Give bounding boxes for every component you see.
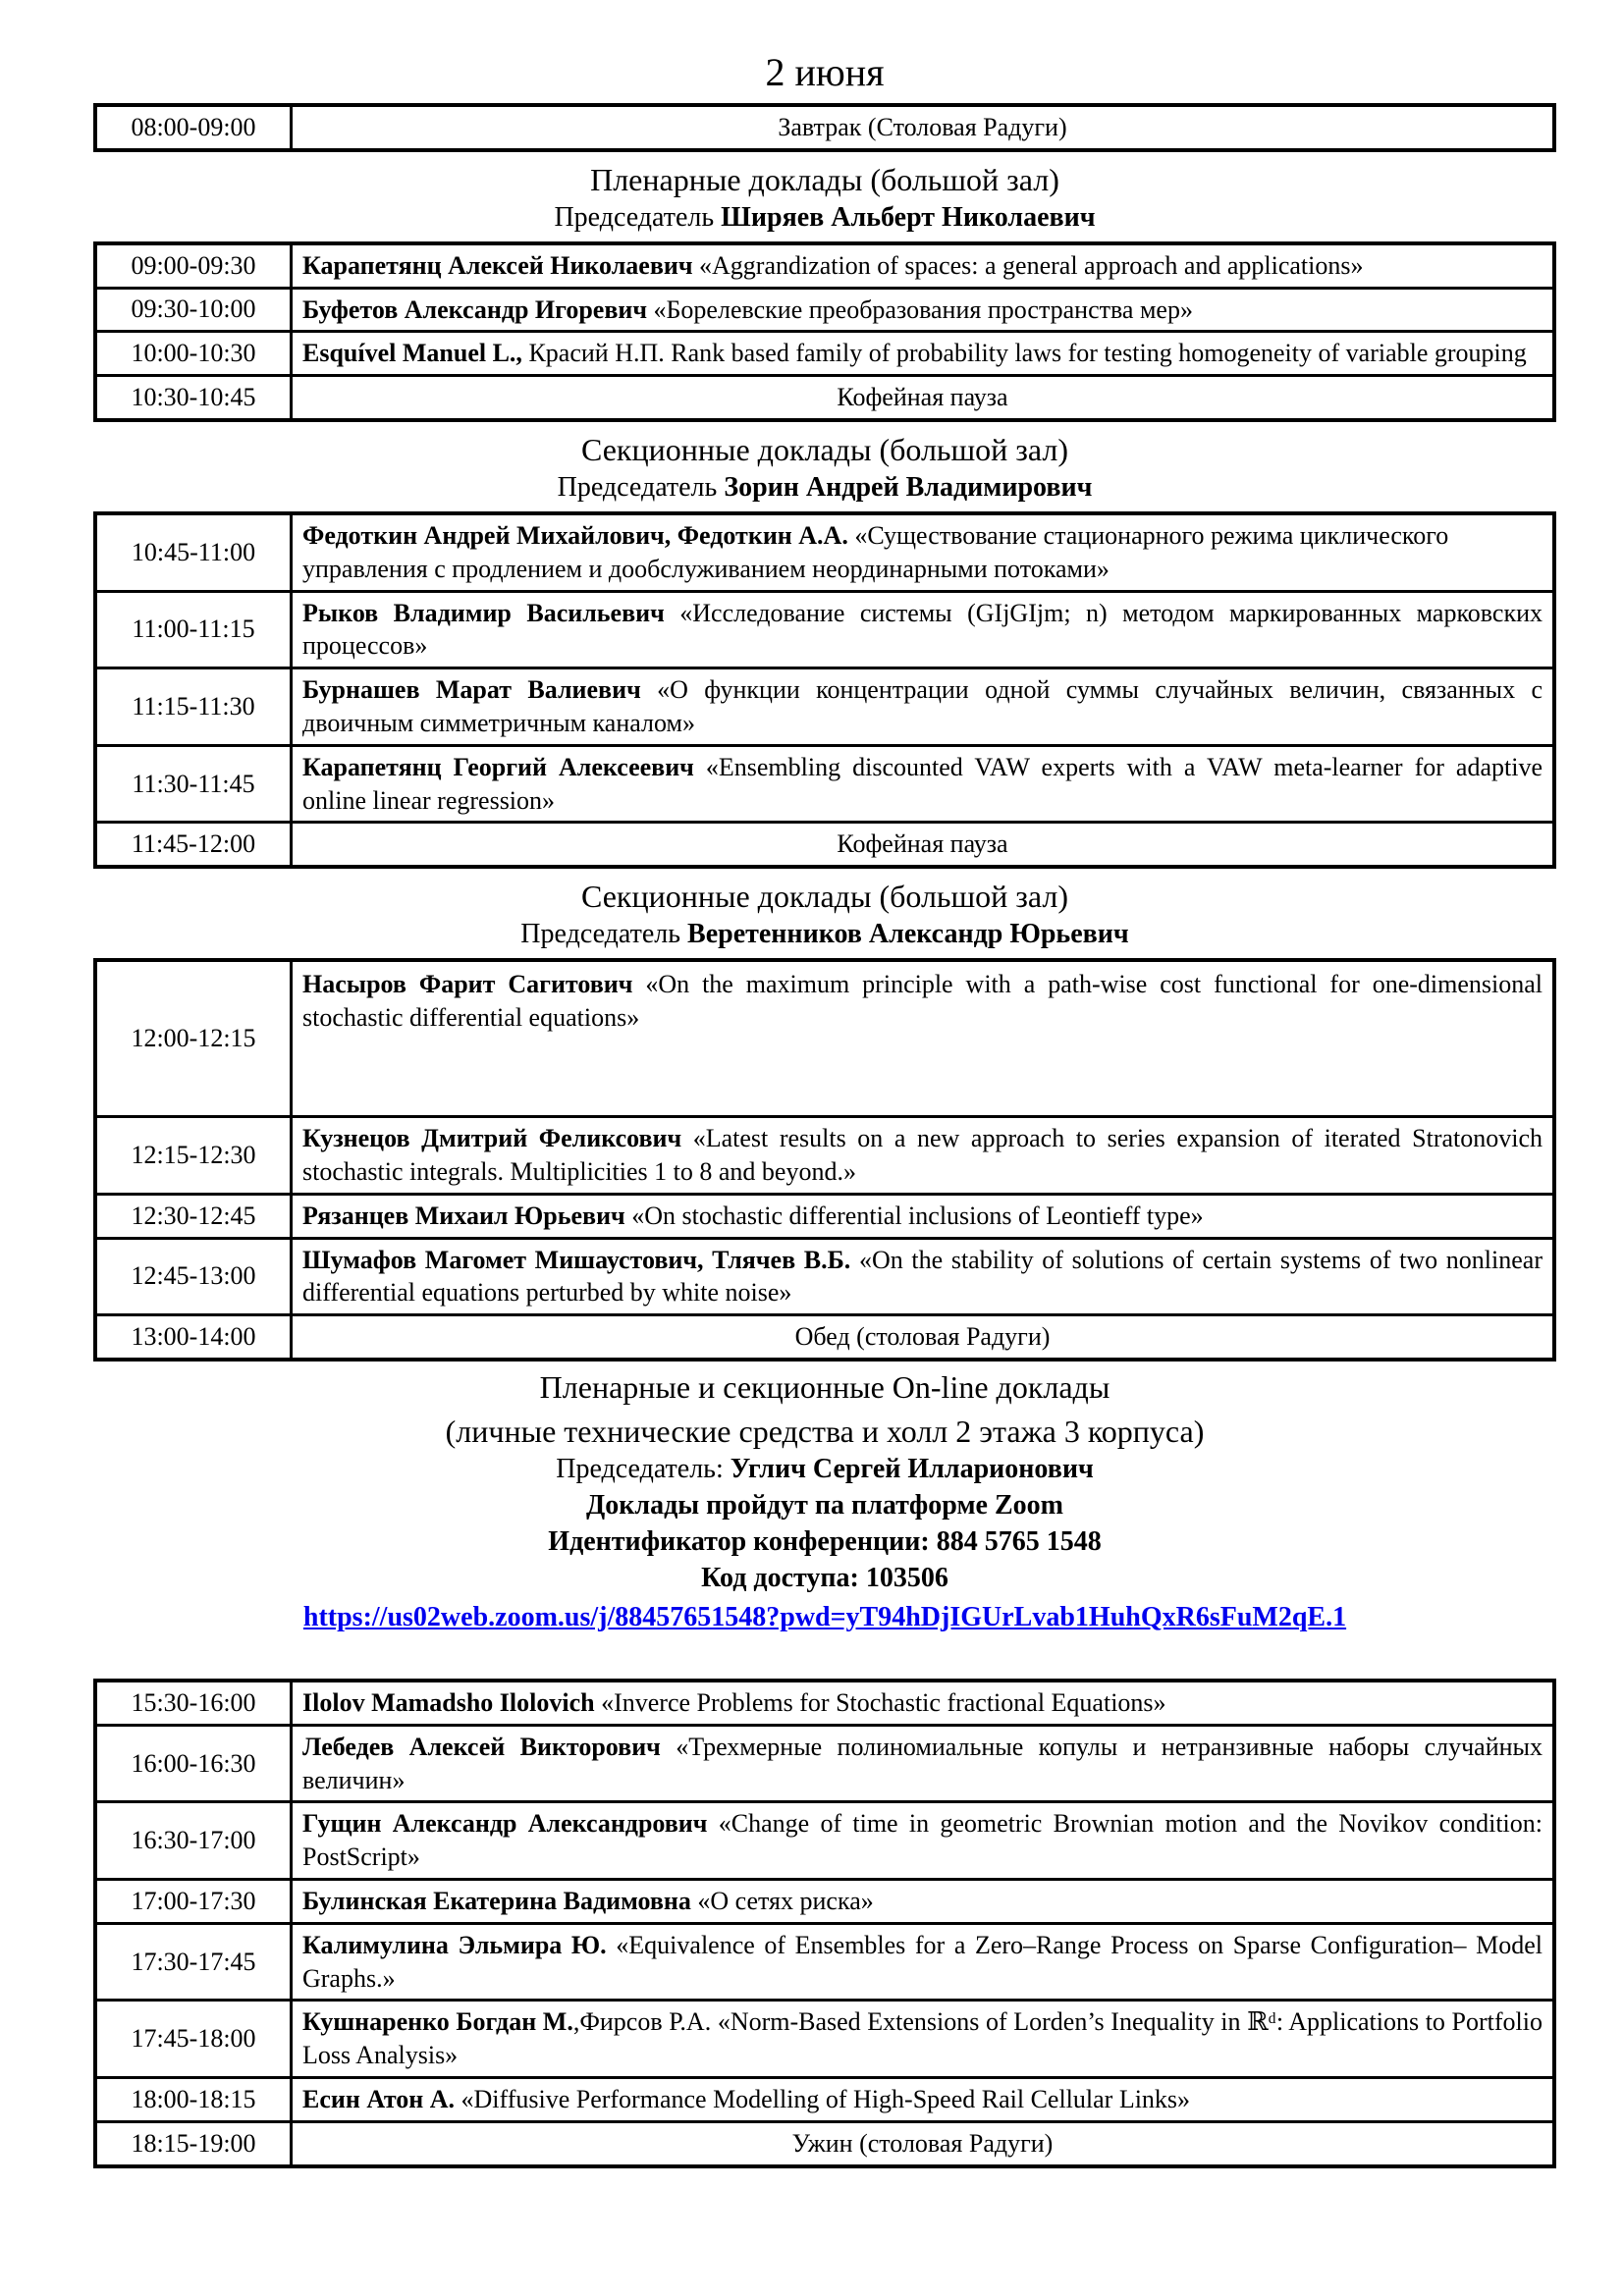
time-cell: 09:00-09:30 [95, 243, 292, 288]
table-row [95, 1194, 1554, 1238]
table-row [95, 2077, 1554, 2121]
talk-cell [292, 591, 1555, 668]
time-cell: 17:45-18:00 [95, 2001, 292, 2078]
speaker-name: Рязанцев Михаил Юрьевич [302, 1201, 625, 1230]
section-heading-1: Секционные доклады (большой зал) [580, 431, 1069, 467]
table-row [95, 668, 1554, 746]
speaker-name: Насыров Фарит Сагитович [302, 970, 633, 999]
table-row [95, 105, 1554, 150]
talk-title: «Существование стационарного режима циклического управления с продлением и дообслуживанием неординарными потоками» [302, 520, 1449, 583]
breakfast-table [93, 103, 1556, 152]
talk-cell [292, 745, 1555, 823]
table-row [95, 745, 1554, 823]
table-row [95, 513, 1554, 591]
event-label: Обед (столовая Радуги) [292, 1315, 1555, 1360]
talk-cell [292, 513, 1555, 591]
speaker-name: Кушнаренко Богдан М. [302, 2007, 573, 2037]
time-cell: 08:00-09:00 [95, 105, 292, 150]
talk-cell [292, 668, 1555, 746]
table-row [95, 1879, 1554, 1923]
chair-name: Ширяев Альберт Николаевич [721, 201, 1096, 233]
time-cell: 17:00-17:30 [95, 1879, 292, 1923]
speaker-name: Ilolov Mamadsho Ilolovich [302, 1687, 595, 1717]
chair-line [93, 1454, 1556, 1485]
chair-name: Зорин Андрей Владимирович [724, 471, 1093, 503]
talk-title: «Трехмерные полиномиальные копулы и нетранзивные наборы случайных величин» [302, 1732, 1543, 1794]
speaker-name: Лебедев Алексей Викторович [302, 1732, 661, 1761]
time-cell: 12:45-13:00 [95, 1238, 292, 1315]
talk-cell [292, 332, 1555, 376]
table-row [95, 332, 1554, 376]
time-cell: 11:15-11:30 [95, 668, 292, 746]
talk-cell [292, 960, 1555, 1117]
table-row [95, 2001, 1554, 2078]
talk-cell [292, 1725, 1555, 1802]
speaker-name: Esquível Manuel L., [302, 339, 522, 368]
table-row [95, 1923, 1554, 2001]
section-table-2 [93, 958, 1556, 1362]
talk-title: «Aggrandization of spaces: a general approach and applications» [692, 250, 1364, 280]
time-cell: 18:00-18:15 [95, 2077, 292, 2121]
table-row [95, 591, 1554, 668]
talk-title: «Исследование системы (GIjGIjm; n) методом маркированных марковских процессов» [302, 598, 1543, 661]
speaker-name: Есин Атон А. [302, 2084, 456, 2113]
chair-label: Председатель [520, 919, 688, 950]
platform-line: Доклады пройдут па платформе Zoom [586, 1489, 1063, 1521]
event-label: Завтрак (Столовая Радуги) [292, 105, 1555, 150]
time-cell: 10:00-10:30 [95, 332, 292, 376]
time-cell: 16:30-17:00 [95, 1802, 292, 1880]
event-label: Кофейная пауза [292, 376, 1555, 420]
talk-title: «О функции концентрации одной суммы случайных величин, связанных с двоичным симметричным каналом» [302, 675, 1543, 737]
speaker-name: Карапетянц Георгий Алексеевич [302, 752, 694, 781]
plenary-table [93, 241, 1556, 422]
event-label: Ужин (столовая Радуги) [292, 2121, 1555, 2165]
talk-cell [292, 1879, 1555, 1923]
talk-title: «On stochastic differential inclusions of Leontieff type» [624, 1201, 1204, 1230]
zoom-link[interactable]: https://us02web.zoom.us/j/88457651548?pwd=yT94hDjIGUrLvab1HuhQxR6sFuM2qE.1 [302, 1601, 1347, 1632]
talk-cell [292, 1681, 1555, 1725]
chair-line [93, 472, 1556, 504]
time-cell: 12:00-12:15 [95, 960, 292, 1117]
time-cell: 11:45-12:00 [95, 823, 292, 867]
talk-cell [292, 243, 1555, 288]
time-cell: 12:30-12:45 [95, 1194, 292, 1238]
talk-title: ,Фирсов Р.А. «Norm-Based Extensions of Lorden’s Inequality in ℝᵈ: Applications to Portfolio Loss Analysis» [302, 2007, 1543, 2070]
time-cell: 10:45-11:00 [95, 513, 292, 591]
table-row [95, 1725, 1554, 1802]
chair-name: Веретенников Александр Юрьевич [687, 919, 1129, 950]
chair-line [93, 919, 1556, 950]
time-cell: 16:00-16:30 [95, 1725, 292, 1802]
time-cell: 15:30-16:00 [95, 1681, 292, 1725]
chair-name: Углич Сергей Илларионович [730, 1453, 1094, 1484]
table-row [95, 823, 1554, 867]
talk-cell [292, 1194, 1555, 1238]
spacer [93, 1633, 1556, 1679]
table-row [95, 1238, 1554, 1315]
speaker-name: Кузнецов Дмитрий Феликсович [302, 1124, 682, 1153]
table-row [95, 960, 1554, 1117]
talk-title: «On the stability of solutions of certain systems of two nonlinear differential equations perturbed by white noise» [302, 1245, 1543, 1308]
talk-title: «Ensembling discounted VAW experts with a VAW meta-learner for adaptive online linear regression» [302, 752, 1543, 815]
table-row [95, 1315, 1554, 1360]
talk-title: «Latest results on a new approach to series expansion of iterated Stratonovich stochastic integrals. Multiplicities 1 to 8 and beyond.» [302, 1124, 1543, 1186]
online-section-heading: Пленарные и секционные On-line доклады [539, 1368, 1110, 1405]
talk-title: «Inverce Problems for Stochastic fractional Equations» [594, 1687, 1166, 1717]
online-venue: (личные технические средства и холл 2 этажа 3 корпуса) [445, 1413, 1205, 1449]
table-row [95, 1117, 1554, 1195]
time-cell: 12:15-12:30 [95, 1117, 292, 1195]
chair-line [93, 202, 1556, 234]
speaker-name: Калимулина Эльмира Ю. [302, 1930, 607, 1959]
speaker-name: Бурнашев Марат Валиевич [302, 675, 641, 705]
speaker-name: Булинская Екатерина Вадимовна [302, 1886, 691, 1915]
table-row [95, 243, 1554, 288]
access-code: Код доступа: 103506 [701, 1562, 948, 1593]
talk-cell [292, 1238, 1555, 1315]
time-cell: 13:00-14:00 [95, 1315, 292, 1360]
table-row [95, 1802, 1554, 1880]
talk-cell [292, 2001, 1555, 2078]
table-row [95, 2121, 1554, 2165]
talk-title: «Борелевские преобразования пространства мер» [647, 294, 1193, 324]
chair-label: Председатель [557, 471, 725, 503]
event-label: Кофейная пауза [292, 823, 1555, 867]
speaker-name: Шумафов Магомет Мишаустович, Тлячев В.Б. [302, 1245, 851, 1274]
chair-label: Председатель: [556, 1453, 731, 1484]
speaker-name: Федоткин Андрей Михайлович, Федоткин А.А. [302, 520, 848, 550]
talk-title: «Equivalence of Ensembles for a Zero–Range Process on Sparse Configuration– Model Graphs.» [302, 1930, 1543, 1993]
talk-title: «On the maximum principle with a path-wise cost functional for one-dimensional stochastic differential equations» [302, 970, 1543, 1032]
time-cell: 17:30-17:45 [95, 1923, 292, 2001]
table-row [95, 288, 1554, 332]
time-cell: 18:15-19:00 [95, 2121, 292, 2165]
speaker-name: Рыков Владимир Васильевич [302, 598, 665, 627]
table-row [95, 376, 1554, 420]
speaker-name: Буфетов Александр Игоревич [302, 294, 647, 324]
table-row [95, 1681, 1554, 1725]
speaker-name: Гущин Александр Александрович [302, 1809, 708, 1839]
section-table-1 [93, 511, 1556, 869]
time-cell: 09:30-10:00 [95, 288, 292, 332]
talk-title: «О сетях риска» [690, 1886, 874, 1915]
zoom-link-line [93, 1602, 1556, 1633]
conference-id: Идентификатор конференции: 884 5765 1548 [548, 1525, 1102, 1557]
evening-table [93, 1679, 1556, 2168]
time-cell: 11:30-11:45 [95, 745, 292, 823]
online-section [93, 1369, 1556, 1633]
time-cell: 10:30-10:45 [95, 376, 292, 420]
section-heading-2: Секционные доклады (большой зал) [580, 879, 1069, 915]
talk-title: «Diffusive Performance Modelling of High-Speed Rail Cellular Links» [455, 2084, 1191, 2113]
section-heading-plenary: Пленарные доклады (большой зал) [590, 161, 1059, 197]
talk-title: Красий Н.П. Rank based family of probability laws for testing homogeneity of variable grouping [521, 339, 1527, 368]
talk-cell [292, 1117, 1555, 1195]
page-title: 2 июня [765, 50, 885, 94]
talk-cell [292, 1923, 1555, 2001]
speaker-name: Карапетянц Алексей Николаевич [302, 250, 693, 280]
time-cell: 11:00-11:15 [95, 591, 292, 668]
talk-cell [292, 1802, 1555, 1880]
talk-cell [292, 288, 1555, 332]
talk-title: «Change of time in geometric Brownian motion and the Novikov condition: PostScript» [302, 1809, 1543, 1872]
chair-label: Председатель [554, 201, 722, 233]
talk-cell [292, 2077, 1555, 2121]
